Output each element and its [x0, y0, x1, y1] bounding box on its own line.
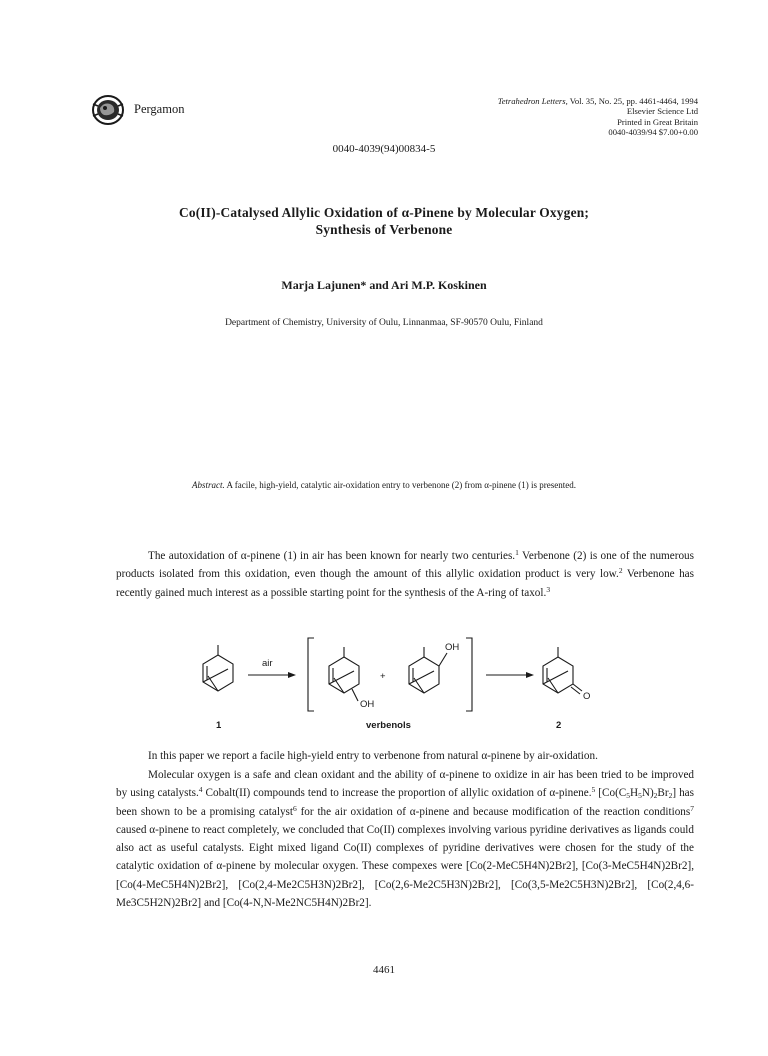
publisher-line: Elsevier Science Ltd — [626, 106, 698, 117]
abstract — [0, 480, 768, 490]
para1-text-a: The autoxidation of α-pinene (1) in air has been known for nearly two centuries. — [148, 550, 516, 562]
bracket-right — [466, 638, 472, 711]
para3-text-9: caused α-pinene to react completely, we concluded that Co(II) complexes involving various pyridine derivatives as ligands could also act as useful catalysts. Eight mixed ligand Co(II) complexes of pyridine derivatives were chosen for the study of the catalytic oxidation of α-pinene by molecular oxygen. These compexes were — [116, 823, 694, 873]
author-list: Marja Lajunen* and Ari M.P. Koskinen — [281, 278, 487, 292]
affiliation: Department of Chemistry, University of Oulu, Linnanmaa, SF-90570 Oulu, Finland — [225, 318, 543, 328]
para3-text-7: ] has been shown to be a promising catalyst — [116, 787, 695, 818]
journal-name: Tetrahedron Letters, — [497, 96, 568, 106]
ref-1: 1 — [515, 548, 519, 557]
pergamon-logo — [90, 94, 126, 126]
para3-text-6: Br — [657, 787, 669, 800]
article-doi: 0040-4039(94)00834-5 — [332, 143, 436, 155]
para3-text-1: Molecular oxygen is a safe and clean oxidant and the ability of α-pinene to oxidize in air has been tried to be improved by using catalysts. — [116, 769, 694, 800]
verbenol-structure-2 — [409, 647, 447, 693]
abstract-label: Abstract. — [192, 480, 225, 490]
compound-label-2: 2 — [556, 720, 562, 731]
ref-4: 4 — [198, 785, 203, 795]
paragraph-catalysts — [116, 766, 694, 912]
para3-text-8: for the air oxidation of α-pinene and because modification of the reaction conditions — [296, 805, 691, 818]
price-line: 0040-4039/94 $7.00+0.00 — [608, 127, 698, 138]
paper-title — [0, 204, 768, 238]
oh-label-bottom: OH — [360, 699, 375, 710]
verbenone-structure — [543, 647, 582, 694]
verbenol-structure-1 — [329, 647, 359, 701]
volume-pages: Vol. 35, No. 25, pp. 4461-4464, 1994 — [567, 96, 698, 106]
complex-formulas: [Co(2-MeC5H4N)2Br2], [Co(3-MeC5H4N)2Br2], [Co(4-MeC5H4N)2Br2], [Co(2,4-Me2C5H3N)2Br2], [Co(2,6-Me2C5H3N)2Br2], [Co(3,5-Me2C5H3N)2Br2], [Co(2,4,6-Me3C5H2N)2Br2] and [Co(4-N,N-Me2NC5H4N)2Br2]. — [116, 860, 694, 910]
para3-text-3: [Co(C — [595, 787, 627, 800]
page-number: 4461 — [373, 964, 395, 976]
oh-label-top: OH — [445, 642, 460, 653]
journal-metadata — [498, 96, 698, 138]
para3-text-2: Cobalt(II) compounds tend to increase the proportion of allylic oxidation of α-pinene. — [202, 787, 592, 800]
sub-4: 2 — [668, 791, 673, 801]
arrow-label-air: air — [262, 658, 273, 669]
title-line-2: Synthesis of Verbenone — [315, 222, 453, 237]
para1-text-b: Verbenone (2) is one of the numerous products isolated from this oxidation, even though the amount of this allylic oxidation product is very low. — [116, 550, 694, 581]
title-line-1: Co(II)-Catalysed Allylic Oxidation of α-Pinene by Molecular Oxygen; — [178, 205, 590, 220]
ref-6: 6 — [293, 803, 297, 813]
publisher-name: Pergamon — [134, 102, 185, 116]
alpha-pinene-structure — [203, 645, 233, 691]
sub-3: 2 — [653, 791, 658, 801]
journal-citation — [498, 96, 698, 106]
ref-3: 3 — [546, 584, 551, 594]
ref-7: 7 — [690, 803, 694, 813]
reaction-scheme — [190, 633, 610, 733]
abstract-text: A facile, high-yield, catalytic air-oxidation entry to verbenone (2) from α-pinene (1) is presented. — [224, 480, 576, 490]
compound-label-1: 1 — [216, 720, 222, 731]
ref-2: 2 — [618, 566, 623, 576]
paragraph-report: In this paper we report a facile high-yield entry to verbenone from natural α-pinene by air-oxidation. — [148, 750, 598, 762]
ref-5: 5 — [591, 785, 596, 795]
bracket-left — [308, 638, 314, 711]
plus-sign: + — [380, 671, 386, 682]
para1-text-c: Verbenone has recently gained much interest as a possible starting point for the synthesis of the A-ring of taxol. — [116, 568, 695, 599]
paragraph-intro — [116, 547, 694, 602]
sub-2: 5 — [638, 791, 642, 801]
sub-1: 5 — [626, 791, 631, 801]
para3-text-4: H — [630, 787, 639, 800]
printed-line: Printed in Great Britain — [617, 116, 698, 127]
oxygen-label: O — [583, 691, 591, 702]
para3-text-5: N) — [641, 787, 654, 800]
compound-label-verbenols: verbenols — [366, 720, 411, 731]
